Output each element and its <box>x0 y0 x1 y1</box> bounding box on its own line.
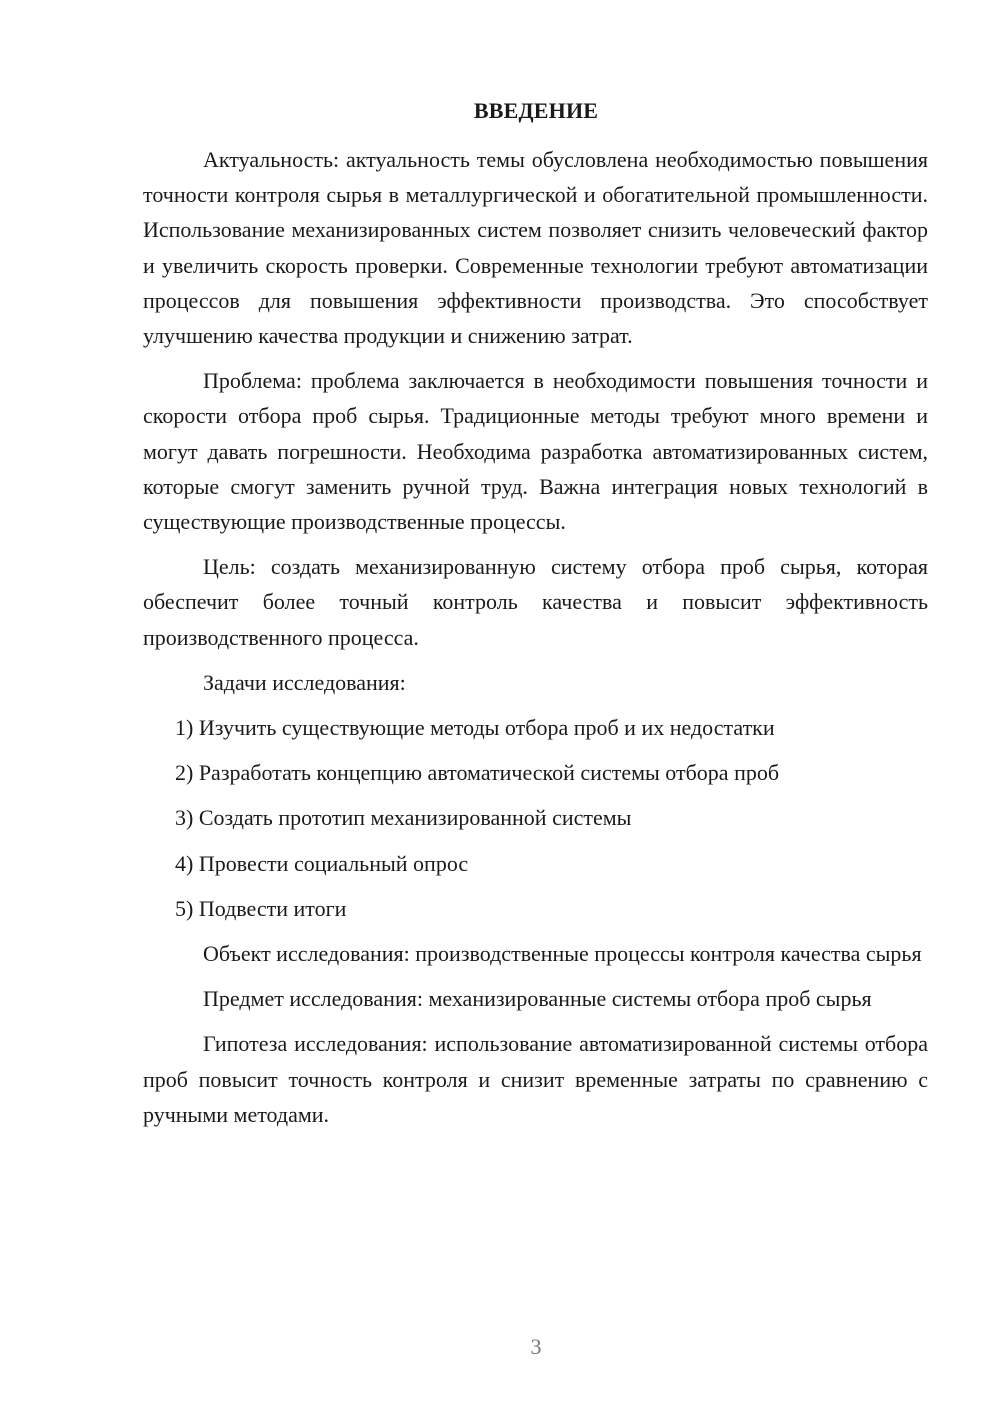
paragraph-subject: Предмет исследования: механизированные системы отбора проб сырья <box>203 986 872 1012</box>
tasks-list <box>143 710 928 926</box>
tasks-heading: Задачи исследования: <box>203 669 406 695</box>
paragraph-relevance: Актуальность: актуальность темы обусловлена необходимостью повышения точности контроля сырья в металлургической и обогатительной промышленности. Использование механизированных систем позволяет снизить человеческий фактор и увеличить скорость проверки. Современные технологии требуют автоматизации процессов для повышения эффективности производства. Это способствует улучшению качества продукции и снижению затрат. <box>143 147 928 349</box>
task-item: 1) Изучить существующие методы отбора проб и их недостатки <box>175 715 775 741</box>
paragraph-hypothesis: Гипотеза исследования: использование автоматизированной системы отбора проб повысит точность контроля и снизит временные затраты по сравнению с ручными методами. <box>143 1031 928 1127</box>
task-item: 5) Подвести итоги <box>175 895 347 921</box>
page-number: 3 <box>530 1334 542 1359</box>
document-body <box>143 142 928 1132</box>
task-item: 4) Провести социальный опрос <box>175 850 469 876</box>
paragraph-object: Объект исследования: производственные процессы контроля качества сырья <box>203 941 922 967</box>
paragraph-goal: Цель: создать механизированную систему отбора проб сырья, которая обеспечит более точный контроль качества и повысит эффективность производственного процесса. <box>143 554 928 650</box>
page-title: ВВЕДЕНИЕ <box>473 98 599 123</box>
task-item: 3) Создать прототип механизированной системы <box>175 805 632 831</box>
paragraph-problem: Проблема: проблема заключается в необходимости повышения точности и скорости отбора проб сырья. Традиционные методы требуют много времени и могут давать погрешности. Необходима разработка автоматизированных систем, которые смогут заменить ручной труд. Важна интеграция новых технологий в существующие производственные процессы. <box>143 368 928 535</box>
task-item: 2) Разработать концепцию автоматической системы отбора проб <box>175 760 780 786</box>
